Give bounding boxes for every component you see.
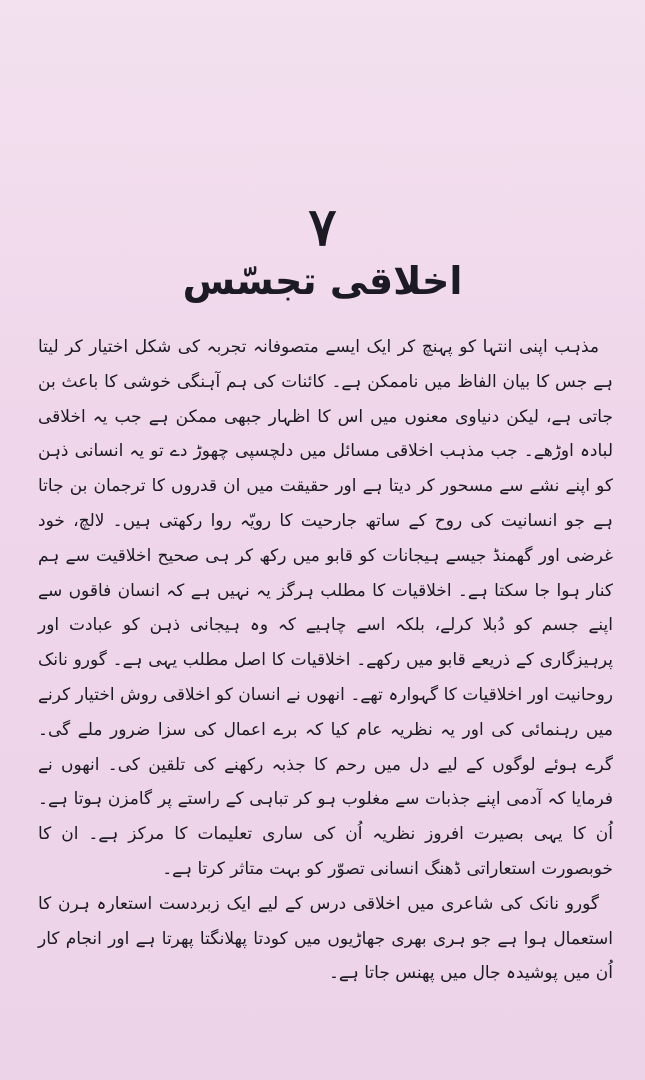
- chapter-number: ۷: [308, 197, 337, 258]
- body-text: [38, 330, 613, 991]
- paragraph: گورو نانک کی شاعری میں اخلاقی درس کے لیے ایک زبردست استعارہ ہرن کا استعمال ہوا ہے جو ہری بھری جھاڑیوں میں کودتا پھلانگتا پھرتا ہے اور انجام کار اُن میں پوشیدہ جال میں پھنس جاتا ہے۔: [38, 893, 613, 984]
- paragraph: مذہب اپنی انتہا کو پہنچ کر ایک ایسے متصوفانہ تجربہ کی شکل اختیار کر لیتا ہے جس کا بیان الفاظ میں ناممکن ہے۔ کائنات کی ہم آہنگی خوشی کا باعث بن جاتی ہے، لیکن دنیاوی معنوں میں اس کا اظہار جبھی ممکن ہے جب یہ اخلاقی لبادہ اوڑھے۔ جب مذہب اخلاقی مسائل میں دلچسپی چھوڑ دے تو یہ انسانی ذہن کو اپنے نشے سے مسحور کر دیتا ہے اور حقیقت میں ان قدروں کا ترجمان بن جاتا ہے جو انسانیت کی روح کے ساتھ جارحیت کا رویّہ روا رکھتی ہیں۔ لالچ، خود غرضی اور گھمنڈ جیسے ہیجانات کو قابو میں رکھ کر ہی صحیح اخلاقیت سے ہم کنار ہوا جا سکتا ہے۔ اخلاقیات کا مطلب ہرگز یہ نہیں ہے کہ انسان فاقوں سے اپنے جسم کو دُبلا کرلے، بلکہ اسے چاہیے کہ وہ ہیجانی ذہن کو عبادت اور پرہیزگاری کے ذریعے قابو میں رکھے۔ اخلاقیات کا اصل مطلب یہی ہے۔ گورو نانک روحانیت اور اخلاقیات کا گہوارہ تھے۔ انھوں نے انسان کو اخلاقی روش اختیار کرنے میں رہنمائی کی اور یہ نظریہ عام کیا کہ برے اعمال کی سزا ضرور ملے گی۔ گرے ہوئے لوگوں کے لیے دل میں رحم کا جذبہ رکھنے کی تلقین کی۔ انھوں نے فرمایا کہ آدمی اپنے جذبات سے مغلوب ہو کر تباہی کے راستے پر گامزن ہوتا ہے۔ اُن کا یہی بصیرت افروز نظریہ اُن کی ساری تعلیمات کا مرکز ہے۔ ان کا خوبصورت استعاراتی ڈھنگ انسانی تصوّر کو بہت متاثر کرتا ہے۔: [38, 337, 613, 879]
- chapter-title: اخلاقی تجسّس: [182, 259, 463, 303]
